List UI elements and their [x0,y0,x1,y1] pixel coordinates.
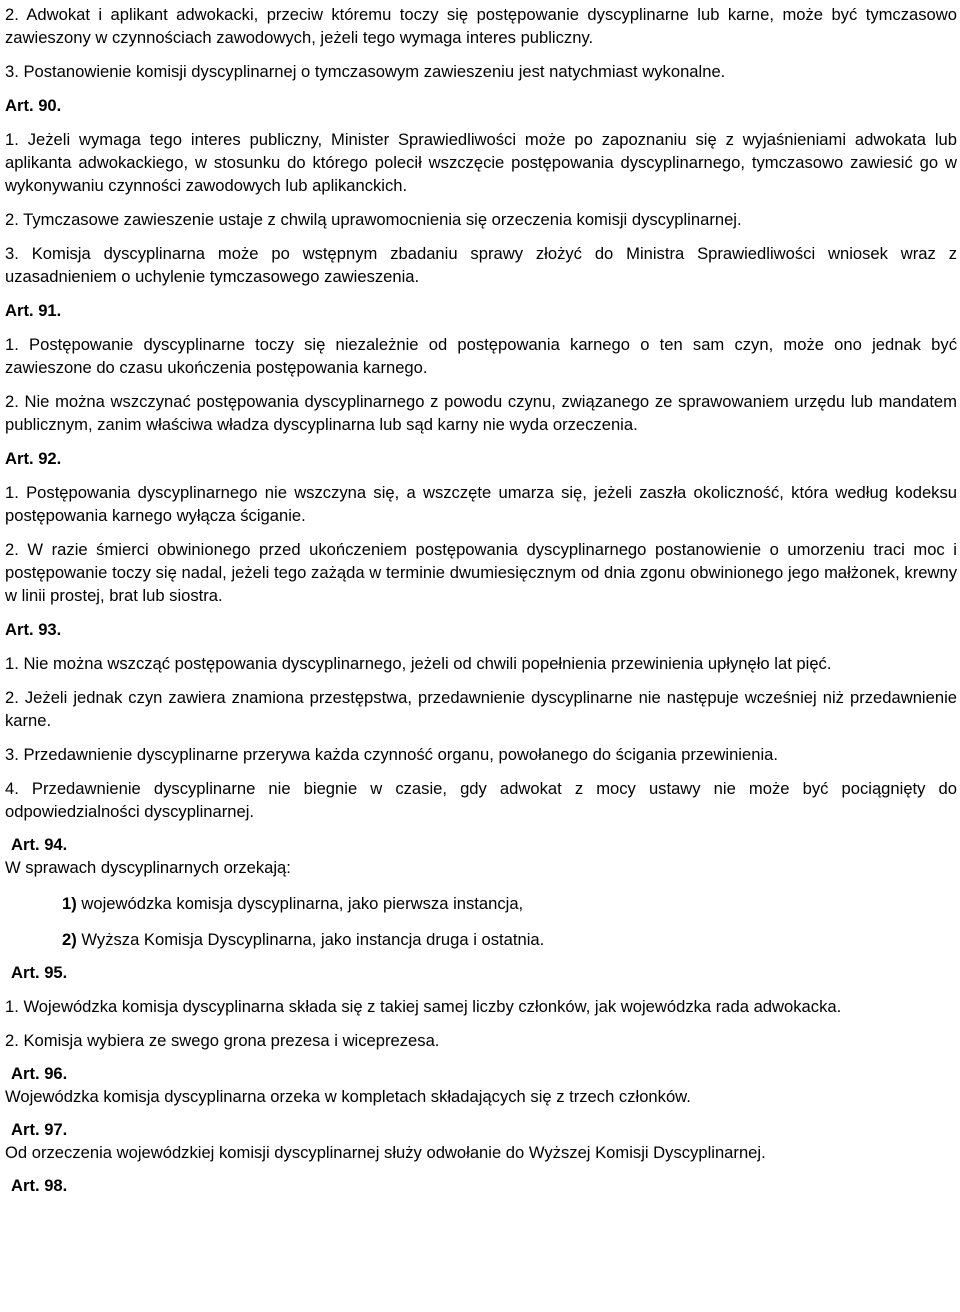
art91-paragraph-1: 1. Postępowanie dyscyplinarne toczy się niezależnie od postępowania karnego o ten sam czyn, może ono jednak być zawieszone do czasu ukończenia postępowania karnego. [5,335,957,377]
list-item-number: 1) [62,894,77,913]
art93-paragraph-1: 1. Nie można wszcząć postępowania dyscyplinarnego, jeżeli od chwili popełnienia przewinienia upłynęło lat pięć. [5,654,832,673]
art93-paragraph-2: 2. Jeżeli jednak czyn zawiera znamiona przestępstwa, przedawnienie dyscyplinarne nie następuje wcześniej niż przedawnienie karne. [5,688,957,730]
art97-heading: Art. 97. [11,1120,68,1139]
list-item-number: 2) [62,930,77,949]
art94-intro: W sprawach dyscyplinarnych orzekają: [5,858,291,877]
document-page [5,3,957,1197]
art90-paragraph-3: 3. Komisja dyscyplinarna może po wstępnym zbadaniu sprawy złożyć do Ministra Sprawiedliwości wniosek wraz z uzasadnieniem o uchylenie tymczasowego zawieszenia. [5,244,957,286]
art90-paragraph-1: 1. Jeżeli wymaga tego interes publiczny, Minister Sprawiedliwości może po zapoznaniu się z wyjaśnieniami adwokata lub aplikanta adwokackiego, w stosunku do którego polecił wszczęcie postępowania dyscyplinarnego, tymczasowo zawiesić go w wykonywaniu czynności zawodowych lub aplikanckich. [5,130,957,195]
art89-paragraph-3: 3. Postanowienie komisji dyscyplinarnej o tymczasowym zawieszeniu jest natychmiast wykonalne. [5,62,726,81]
art96-text: Wojewódzka komisja dyscyplinarna orzeka w kompletach składających się z trzech członków. [5,1087,691,1106]
art90-paragraph-2: 2. Tymczasowe zawieszenie ustaje z chwilą uprawomocnienia się orzeczenia komisji dyscyplinarnej. [5,210,742,229]
art92-heading: Art. 92. [5,449,62,468]
art89-paragraph-2: 2. Adwokat i aplikant adwokacki, przeciw któremu toczy się postępowanie dyscyplinarne lub karne, może być tymczasowo zawieszony w czynnościach zawodowych, jeżeli tego wymaga interes publiczny. [5,5,957,47]
art97-text: Od orzeczenia wojewódzkiej komisji dyscyplinarnej służy odwołanie do Wyższej Komisji Dyscyplinarnej. [5,1143,766,1162]
art92-paragraph-1: 1. Postępowania dyscyplinarnego nie wszczyna się, a wszczęte umarza się, jeżeli zaszła okoliczność, która według kodeksu postępowania karnego wyłącza ściganie. [5,483,957,525]
art92-paragraph-2: 2. W razie śmierci obwinionego przed ukończeniem postępowania dyscyplinarnego postanowienie o umorzeniu traci moc i postępowanie toczy się nadal, jeżeli tego zażąda w terminie dwumiesięcznym od dnia zgonu obwinionego jego małżonek, krewny w linii prostej, brat lub siostra. [5,540,957,605]
art93-paragraph-4: 4. Przedawnienie dyscyplinarne nie biegnie w czasie, gdy adwokat z mocy ustawy nie może być pociągnięty do odpowiedzialności dyscyplinarnej. [5,779,957,821]
art95-paragraph-2: 2. Komisja wybiera ze swego grona prezesa i wiceprezesa. [5,1031,440,1050]
art98-heading: Art. 98. [11,1176,68,1195]
list-item [5,892,957,915]
list-item-text: wojewódzka komisja dyscyplinarna, jako pierwsza instancja, [81,894,524,913]
art91-heading: Art. 91. [5,301,62,320]
art95-paragraph-1: 1. Wojewódzka komisja dyscyplinarna składa się z takiej samej liczby członków, jak wojewódzka rada adwokacka. [5,997,842,1016]
art96-heading: Art. 96. [11,1064,68,1083]
art93-paragraph-3: 3. Przedawnienie dyscyplinarne przerywa każda czynność organu, powołanego do ścigania przewinienia. [5,745,778,764]
art93-heading: Art. 93. [5,620,62,639]
art90-heading: Art. 90. [5,96,62,115]
art91-paragraph-2: 2. Nie można wszczynać postępowania dyscyplinarnego z powodu czynu, związanego ze sprawowaniem urzędu lub mandatem publicznym, zanim właściwa władza dyscyplinarna lub sąd karny nie wyda orzeczenia. [5,392,957,434]
list-item-text: Wyższa Komisja Dyscyplinarna, jako instancja druga i ostatnia. [81,930,545,949]
art95-heading: Art. 95. [11,963,68,982]
art94-heading: Art. 94. [11,835,68,854]
list-item [5,928,957,951]
